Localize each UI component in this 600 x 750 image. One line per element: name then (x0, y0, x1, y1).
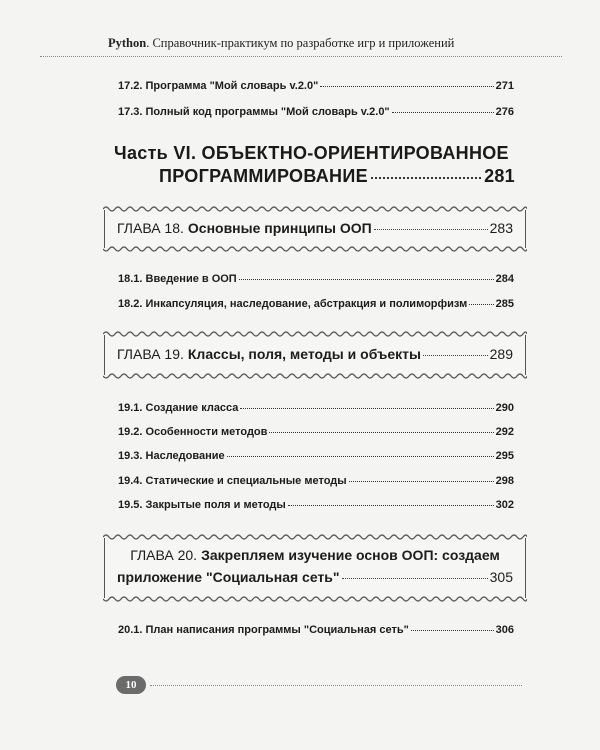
chapter-19-heading (117, 346, 513, 362)
book-title-rest: . Справочник-практикум по разработке игр и приложений (146, 36, 455, 50)
wavy-border-bottom (103, 372, 527, 380)
toc-leader (240, 407, 493, 409)
toc-entry-title: 20.1. План написания программы "Социальная сеть" (118, 624, 409, 636)
chapter-18-heading (117, 220, 513, 236)
chapter-20-box (104, 538, 526, 598)
toc-leader (371, 176, 481, 179)
part-heading: Часть VI. ОБЪЕКТНО-ОРИЕНТИРОВАННОЕ (114, 143, 509, 163)
part-heading-title: ПРОГРАММИРОВАНИЕ (159, 166, 368, 186)
toc-entry-19-3 (118, 450, 514, 462)
toc-entry-title: 17.3. Полный код программы "Мой словарь v.2.0" (118, 106, 390, 118)
toc-leader (469, 303, 493, 305)
toc-entry-20-1 (118, 624, 514, 636)
toc-leader (423, 354, 488, 356)
toc-entry-title: 19.2. Особенности методов (118, 426, 268, 438)
wavy-border-top (103, 330, 527, 338)
toc-leader (349, 480, 494, 482)
toc-entry-18-2 (118, 298, 514, 310)
toc-entry-page: 306 (495, 624, 514, 636)
toc-entry-page: 284 (495, 273, 514, 285)
toc-entry-title: 18.1. Введение в ООП (118, 273, 237, 285)
chapter-label: ГЛАВА 18. (117, 220, 184, 236)
toc-entry-19-2 (118, 426, 514, 438)
wavy-border-top (103, 205, 527, 213)
wavy-border-bottom (103, 245, 527, 253)
toc-leader (342, 577, 488, 579)
toc-entry-page: 285 (495, 298, 514, 310)
toc-entry-title: 19.3. Наследование (118, 450, 225, 462)
wavy-border-bottom (103, 595, 527, 603)
toc-entry-page: 298 (495, 475, 514, 487)
toc-entry-title: 19.1. Создание класса (118, 402, 239, 414)
chapter-title: Основные принципы ООП (187, 220, 372, 236)
toc-entry-title: 19.4. Статические и специальные методы (118, 475, 347, 487)
toc-entry-page: 292 (495, 426, 514, 438)
toc-entry-page: 290 (495, 402, 514, 414)
book-title-bold: Python (108, 36, 147, 50)
toc-entry-title: 17.2. Программа "Мой словарь v.2.0" (118, 80, 319, 92)
toc-leader (320, 85, 493, 87)
chapter-page: 289 (489, 346, 513, 362)
chapter-title-line2: приложение "Социальная сеть" (117, 569, 340, 585)
toc-entry-title: 18.2. Инкапсуляция, наследование, абстракция и полиморфизм (118, 298, 468, 310)
part-heading-line2 (159, 166, 515, 187)
footer-rule (150, 685, 522, 686)
chapter-page: 305 (489, 569, 513, 585)
chapter-title: Классы, поля, методы и объекты (187, 346, 421, 362)
chapter-20-heading-line2 (117, 569, 513, 585)
toc-leader (227, 455, 494, 457)
toc-entry-19-4 (118, 475, 514, 487)
chapter-label: ГЛАВА 20. (130, 547, 198, 563)
toc-entry-page: 276 (495, 106, 514, 118)
toc-leader (288, 504, 494, 506)
toc-leader (239, 278, 494, 280)
toc-leader (411, 629, 494, 631)
page-number-badge: 10 (116, 676, 146, 694)
running-header (108, 36, 454, 51)
toc-entry-title: 19.5. Закрытые поля и методы (118, 499, 286, 511)
toc-entry-page: 295 (495, 450, 514, 462)
toc-entry-18-1 (118, 273, 514, 285)
toc-leader (269, 431, 493, 433)
chapter-label: ГЛАВА 19. (117, 346, 184, 362)
chapter-20-heading (117, 547, 513, 563)
chapter-title: Закрепляем изучение основ ООП: создаем (201, 547, 500, 563)
toc-entry-17-3 (118, 106, 514, 118)
toc-entry-page: 302 (495, 499, 514, 511)
chapter-19-box (104, 335, 526, 375)
toc-entry-19-1 (118, 402, 514, 414)
part-page: 281 (484, 166, 515, 186)
toc-leader (392, 111, 494, 113)
toc-entry-17-2 (118, 80, 514, 92)
chapter-18-box (104, 210, 526, 248)
toc-entry-page: 271 (495, 80, 514, 92)
toc-entry-19-5 (118, 499, 514, 511)
toc-leader (374, 228, 488, 230)
wavy-border-top (103, 533, 527, 541)
chapter-page: 283 (489, 220, 513, 236)
header-rule (40, 56, 562, 57)
